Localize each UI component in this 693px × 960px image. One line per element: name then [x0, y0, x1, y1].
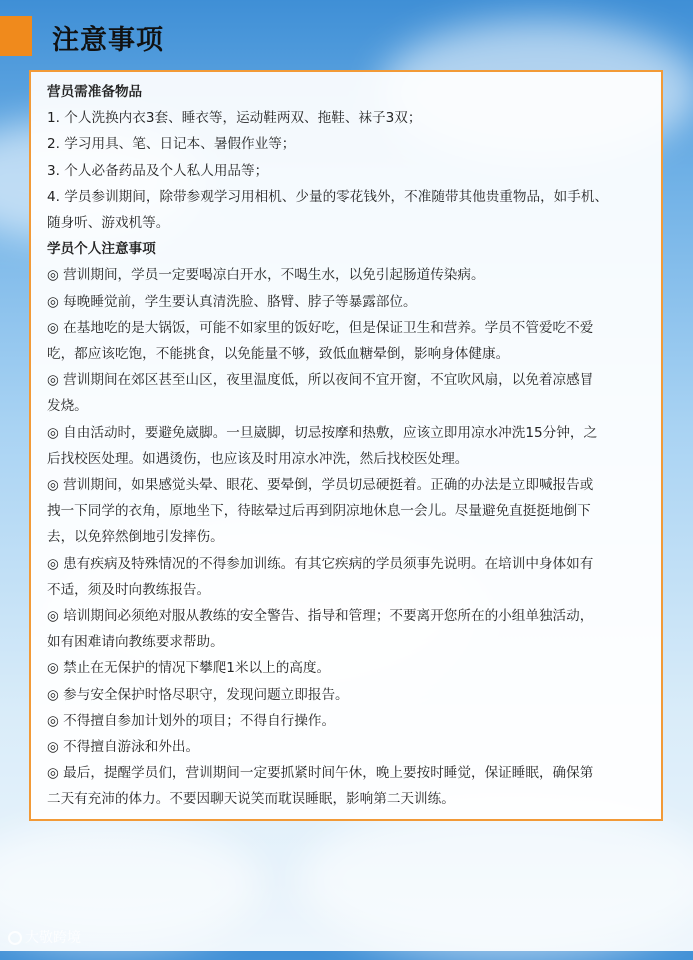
note-line: ◎ 培训期间必须绝对服从教练的安全警告、指导和管理；不要离开您所在的小组单独活动， — [47, 608, 594, 625]
note-line: 不适，须及时向教练报告。 — [47, 581, 211, 598]
note-line: 去，以免猝然倒地引发摔伤。 — [47, 529, 224, 546]
item-line: 1. 个人洗换内衣3套、睡衣等，运动鞋两双、拖鞋、袜子3双； — [47, 110, 422, 127]
note-line: ◎ 最后，提醒学员们，营训期间一定要抓紧时间午休，晚上要按时睡觉，保证睡眠，确保第 — [47, 765, 594, 782]
items-list — [47, 105, 645, 236]
note-line: ◎ 不得擅自参加计划外的项目；不得自行操作。 — [47, 712, 336, 729]
note-line: ◎ 患有疾病及特殊情况的不得参加训练。有其它疾病的学员须事先说明。在培训中身体如有 — [47, 555, 594, 572]
note-line: ◎ 禁止在无保护的情况下攀爬1米以上的高度。 — [47, 660, 331, 677]
note-line: ◎ 自由活动时，要避免崴脚。一旦崴脚，切忌按摩和热敷，应该立即用凉水冲洗15分钟，之 — [47, 424, 598, 441]
items-section-title: 营员需准备物品 — [47, 84, 143, 100]
note-line: 吃，都应该吃饱，不能挑食，以免能量不够，致低血糖晕倒，影响身体健康。 — [47, 346, 510, 363]
note-line: ◎ 营训期间，学员一定要喝凉白开水，不喝生水，以免引起肠道传染病。 — [47, 267, 485, 284]
content-panel — [29, 70, 663, 821]
watermark-logo-icon — [8, 931, 22, 945]
item-line: 随身听、游戏机等。 — [47, 215, 170, 232]
note-line: ◎ 不得擅自游泳和外出。 — [47, 739, 200, 756]
page-title: 注意事项 — [52, 25, 164, 56]
note-line: ◎ 在基地吃的是大锅饭，可能不如家里的饭好吃，但是保证卫生和营养。学员不管爱吃不爱 — [47, 319, 594, 336]
note-line: 拽一下同学的衣角，原地坐下，待眩晕过后再到阴凉地休息一会儿。尽量避免直挺挺地倒下 — [47, 503, 591, 520]
watermark — [8, 927, 81, 947]
note-line: ◎ 每晚睡觉前，学生要认真清洗脸、胳臂、脖子等暴露部位。 — [47, 293, 417, 310]
header-accent-bar — [0, 16, 32, 56]
note-line: ◎ 参与安全保护时恪尽职守，发现问题立即报告。 — [47, 686, 349, 703]
note-line: ◎ 营训期间在郊区甚至山区，夜里温度低，所以夜间不宜开窗，不宜吹风扇，以免着凉感冒 — [47, 372, 594, 389]
note-line: 后找校医处理。如遇烫伤，也应该及时用凉水冲洗，然后找校医处理。 — [47, 450, 469, 467]
note-line: 发烧。 — [47, 398, 88, 415]
note-line: ◎ 营训期间，如果感觉头晕、眼花、要晕倒，学员切忌硬挺着。正确的办法是立即喊报告或 — [47, 477, 594, 494]
page-header — [0, 16, 693, 62]
watermark-text: 大敬跨境 — [25, 930, 81, 946]
item-line: 3. 个人必备药品及个人私人用品等； — [47, 162, 269, 179]
notes-section-title: 学员个人注意事项 — [47, 241, 156, 258]
note-line: 如有困难请向教练要求帮助。 — [47, 634, 224, 651]
item-line: 4. 学员参训期间，除带参观学习用相机、少量的零花钱外，不准随带其他贵重物品，如手机、 — [47, 188, 609, 205]
item-line: 2. 学习用具、笔、日记本、暑假作业等； — [47, 136, 296, 153]
notes-list — [47, 262, 645, 812]
note-line: 二天有充沛的体力。不要因聊天说笑而耽误睡眠，影响第二天训练。 — [47, 791, 455, 808]
